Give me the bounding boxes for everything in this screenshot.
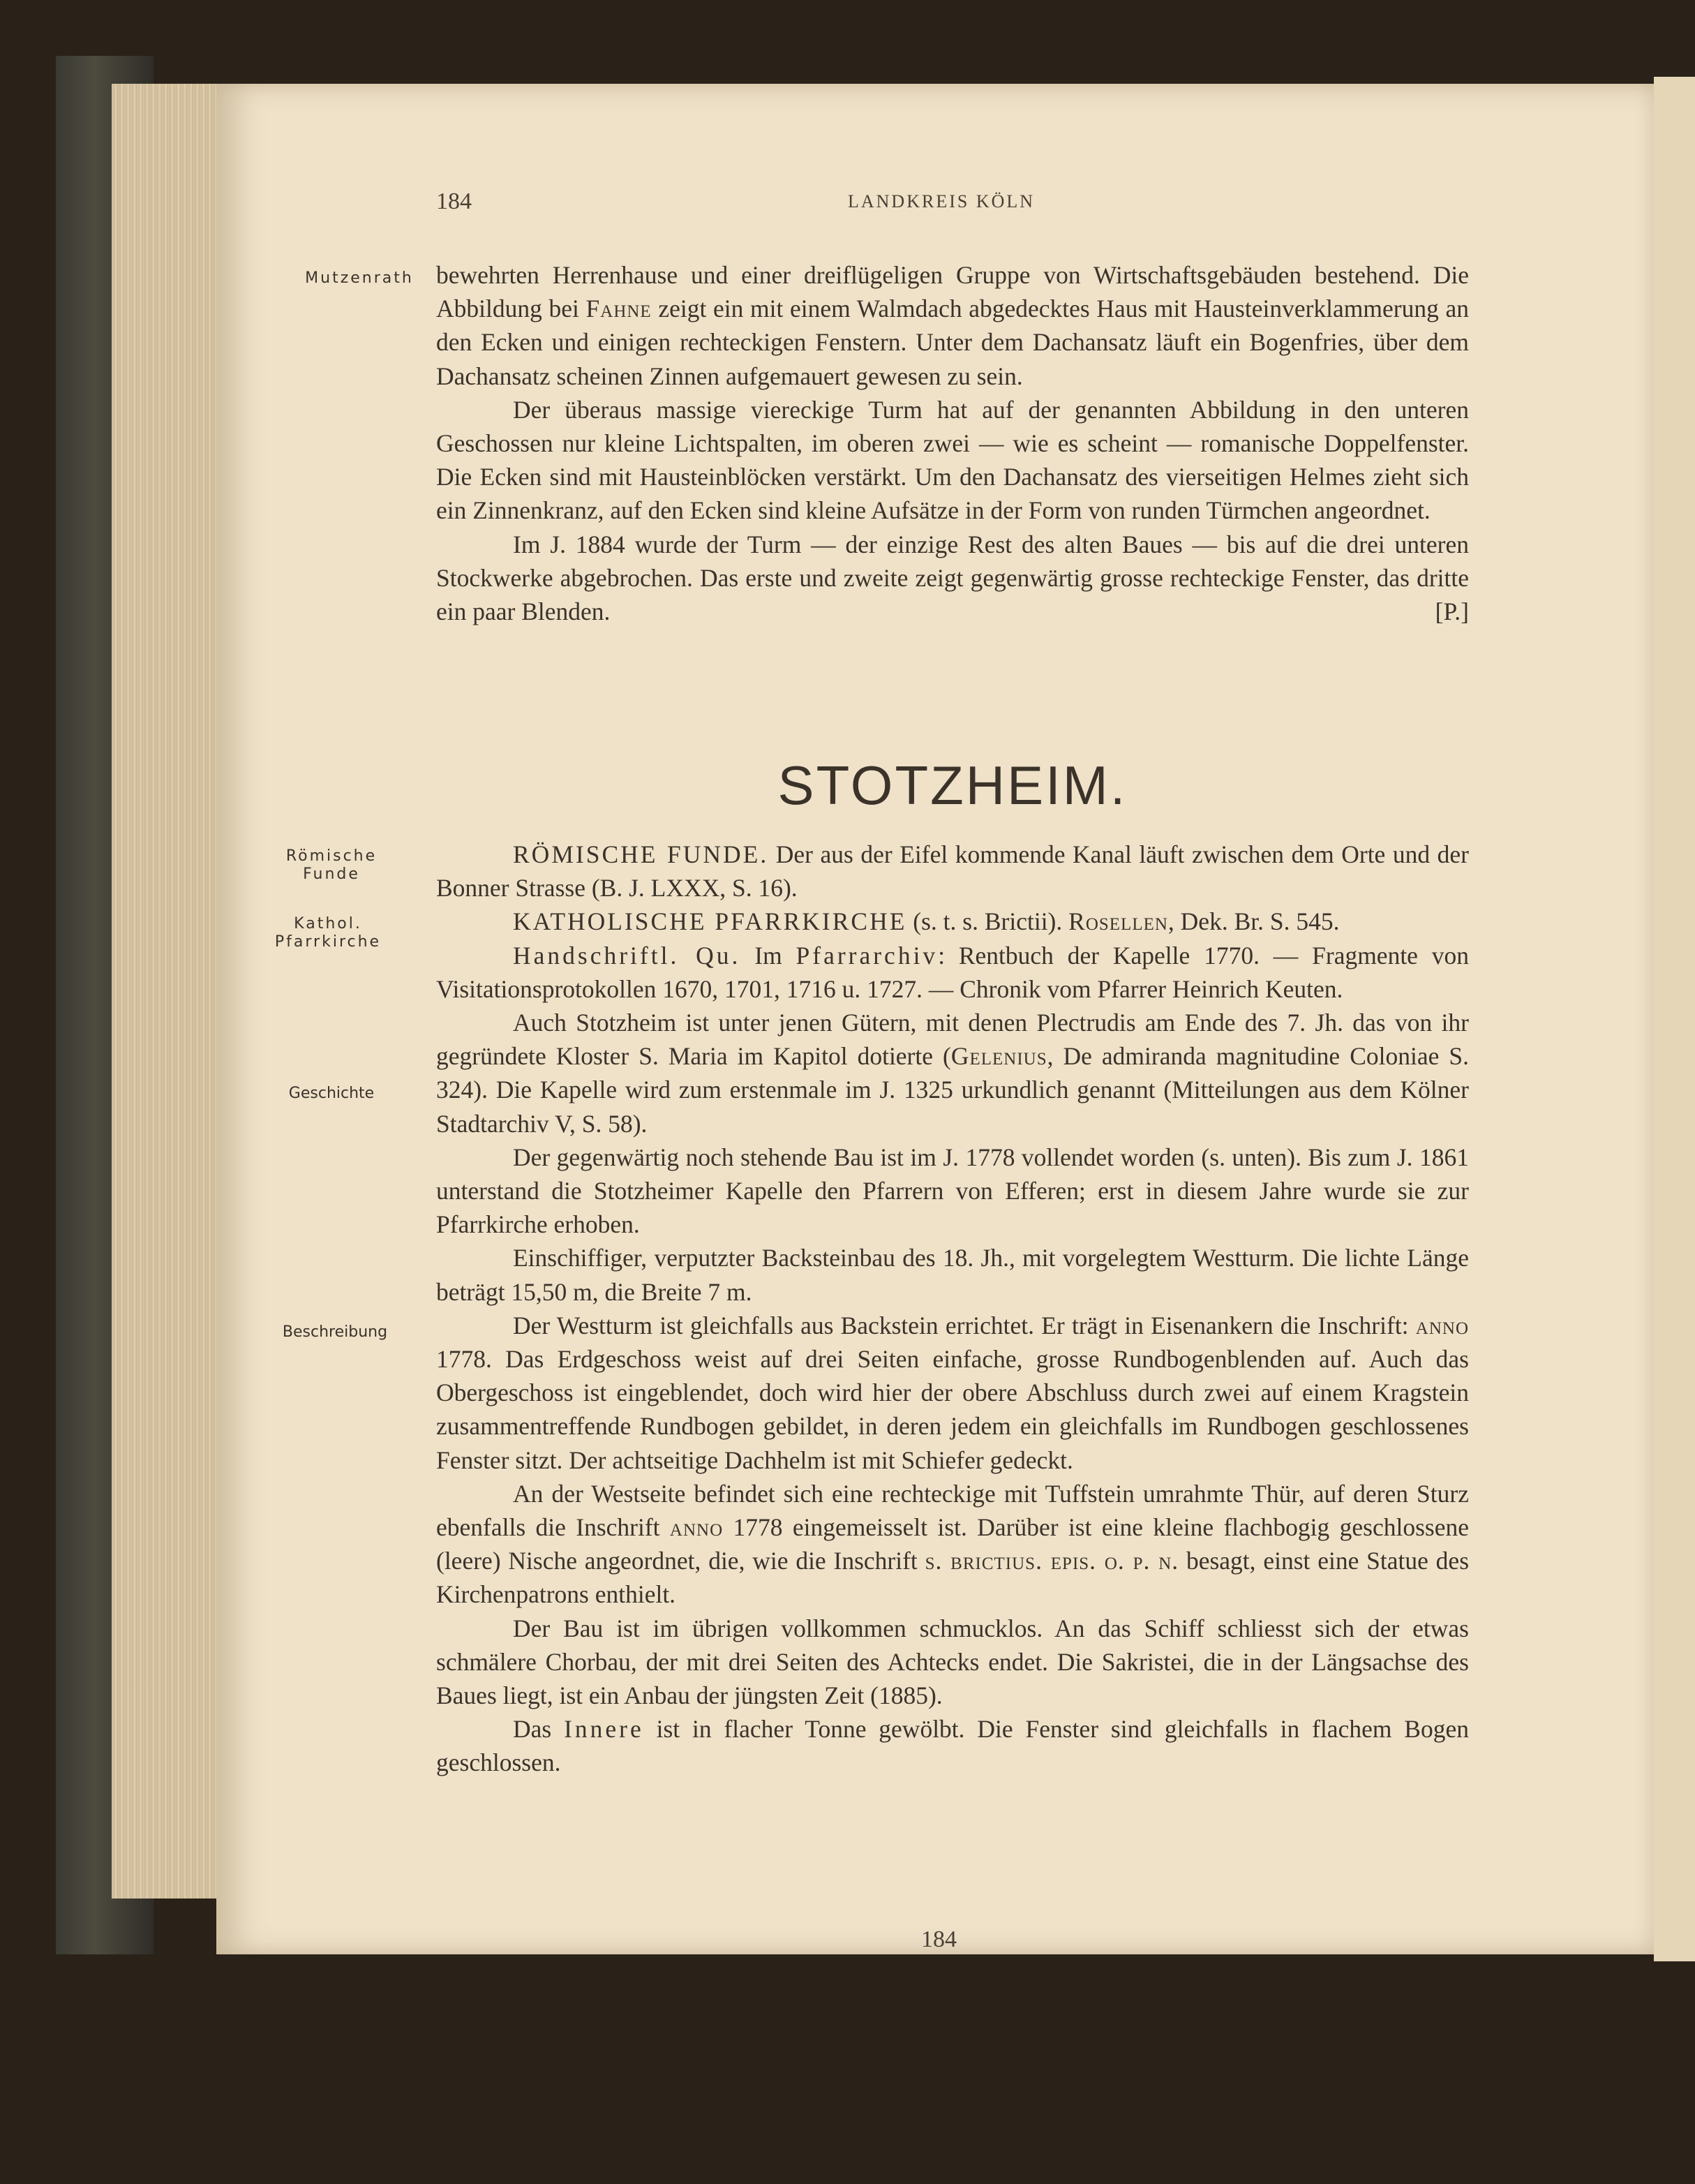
margin-note-mutzenrath: Mutzenrath [305, 269, 414, 287]
section-mutzenrath [436, 258, 1469, 628]
paragraph: Einschiffiger, verputzter Backsteinbau des 18. Jh., mit vorgelegtem Westturm. Die lichte Länge beträgt 15,50 m, die Breite 7 m. [436, 1244, 1469, 1306]
section-heading: STOTZHEIM. [777, 755, 1128, 816]
paragraph: Das Innere ist in flacher Tonne gewölbt. Die Fenster sind gleichfalls in flachem Bogen geschlossen. [436, 1715, 1469, 1777]
footer-page-number: 184 [921, 1926, 957, 1952]
paragraph: Im J. 1884 wurde der Turm — der einzige Rest des alten Baues — bis auf die drei unteren Stockwerke abgebrochen. Das erste und zweite zeigt gegenwärtig grosse rechteckige Fenster, das dritte ein paar Blenden. [P.] [436, 528, 1469, 629]
margin-note-beschreibung: Beschreibung [282, 1323, 388, 1341]
author-mark: [P.] [1435, 597, 1469, 626]
paragraph: Handschriftl. Qu. Im Pfarrarchiv: Rentbuch der Kapelle 1770. — Fragmente von Visitationsprotokollen 1670, 1701, 1716 u. 1727. — Chronik vom Pfarrer Heinrich Keuten. [436, 941, 1470, 1003]
margin-note-kathol-pfarrkirche: Kathol. Pfarrkirche [274, 915, 382, 951]
running-title: LANDKREIS KÖLN [848, 191, 1036, 211]
header-page-number: 184 [436, 188, 472, 214]
paragraph: RÖMISCHE FUNDE. Der aus der Eifel kommende Kanal läuft zwischen dem Orte und der Bonner Strasse (B. J. LXXX, S. 16). [436, 840, 1469, 902]
paragraph: Der überaus massige viereckige Turm hat auf der genannten Abbildung in den unteren Geschossen nur kleine Lichtspalten, im oberen zwei — wie es scheint — romanische Doppelfenster. Die Ecken sind mit Hausteinblöcken verstärkt. Um den Dachansatz des vierseitigen Helmes zieht sich ein Zinnenkranz, auf den Ecken sind kleine Aufsätze in der Form von runden Türmchen angeordnet. [436, 395, 1469, 525]
paragraph: An der Westseite befindet sich eine rechteckige mit Tuffstein umrahmte Thür, auf deren Sturz ebenfalls die Inschrift anno 1778 eingemeisselt ist. Darüber ist eine kleine flachbogig geschlossene (leere) Nische angeordnet, die, wie die Inschrift s. brictius. epis. o. p. n. besagt, einst eine Statue des Kirchenpatrons enthielt. [436, 1479, 1470, 1609]
paragraph: Der gegenwärtig noch stehende Bau ist im J. 1778 vollendet worden (s. unten). Bis zum J. 1861 unterstand die Stotzheimer Kapelle den Pfarrern von Efferen; erst in diesem Jahre wurde sie zur Pfarrkirche erhoben. [436, 1143, 1469, 1239]
page-edges [112, 84, 223, 1899]
facing-page-edge [1654, 77, 1695, 1961]
paragraph: KATHOLISCHE PFARRKIRCHE (s. t. s. Brictii). Rosellen, Dek. Br. S. 545. [513, 907, 1340, 936]
margin-note-geschichte: Geschichte [288, 1085, 375, 1102]
paragraph: Auch Stotzheim ist unter jenen Gütern, mit denen Plectrudis am Ende des 7. Jh. das von ihr gegründete Kloster S. Maria im Kapitol dotierte (Gelenius, De admiranda magnitudine Coloniae S. 324). Die Kapelle wird zum erstenmale im J. 1325 urkundlich genannt (Mitteilungen aus dem Kölner Stadtarchiv V, S. 58). [436, 1009, 1469, 1138]
paragraph: Der Bau ist im übrigen vollkommen schmucklos. An das Schiff schliesst sich der etwas schmälere Chorbau, der mit drei Seiten des Achtecks endet. Die Sakristei, die in der Längsachse des Baues liegt, ist ein Anbau der jüngsten Zeit (1885). [436, 1614, 1469, 1710]
section-stotzheim [436, 838, 1469, 1780]
paragraph: Der Westturm ist gleichfalls aus Backstein errichtet. Er trägt in Eisenankern die Inschrift: anno 1778. Das Erdgeschoss weist auf drei Seiten einfache, grosse Rundbogenblenden auf. Auch das Obergeschoss ist eingeblendet, doch wird hier der obere Abschluss durch zwei auf einem Kragstein zusammentreffende Rundbogen gebildet, in deren jedem ein gleichfalls im Rundbogen geschlossenes Fenster sitzt. Der achtseitige Dachhelm ist mit Schiefer gedeckt. [436, 1311, 1469, 1474]
margin-note-roemische-funde: Römische Funde [285, 847, 378, 883]
paragraph: bewehrten Herrenhause und einer dreiflügeligen Gruppe von Wirtschaftsgebäuden bestehend. Die Abbildung bei Fahne zeigt ein mit einem Walmdach abgedecktes Haus mit Hausteinverklammerung an den Ecken und einigen rechteckigen Fenstern. Unter dem Dachansatz läuft ein Bogenfries, über dem Dachansatz scheinen Zinnen aufgemauert gewesen zu sein. [436, 261, 1469, 390]
